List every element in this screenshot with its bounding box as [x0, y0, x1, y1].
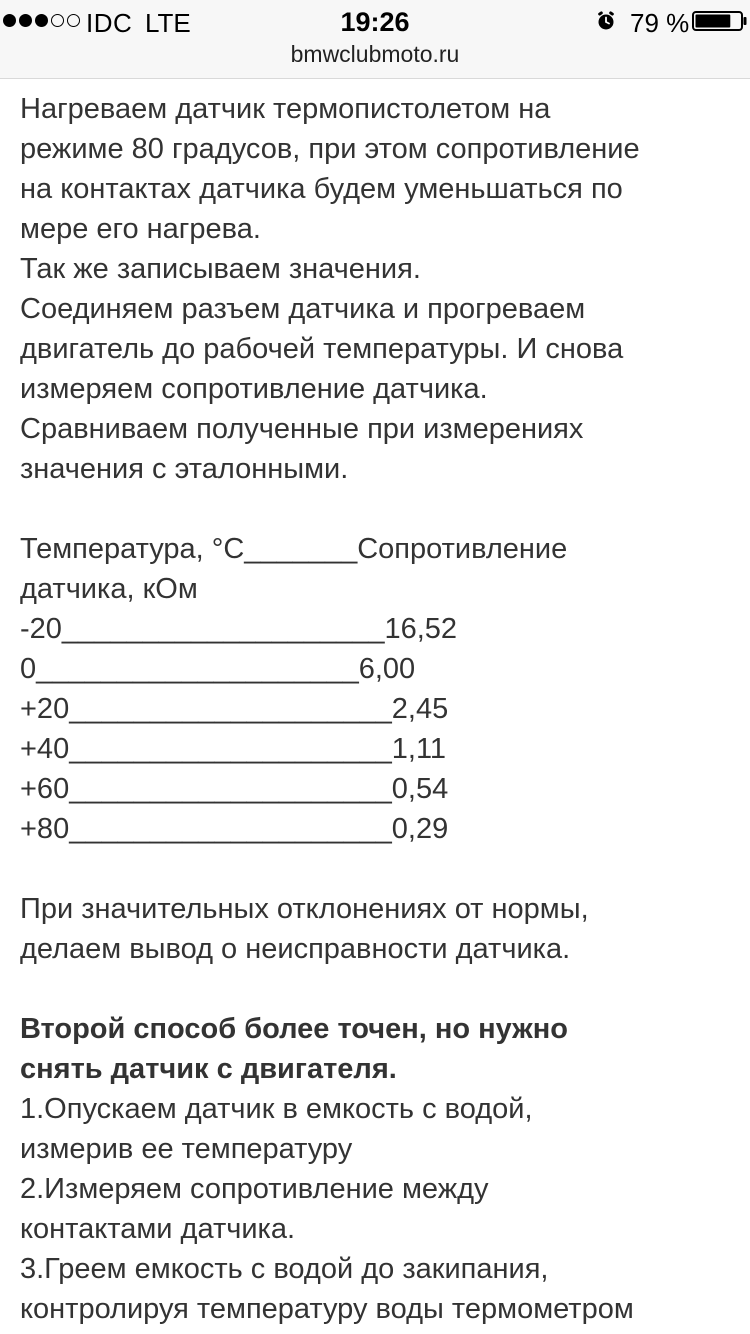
article-body: [20, 49, 740, 1329]
table-row: +80____________________0,29: [20, 813, 449, 845]
carrier-name: IDC: [86, 8, 133, 38]
table-row: +40____________________1,11: [20, 733, 447, 765]
battery-percentage: 79 %: [630, 8, 690, 38]
table-header-line: датчика, кОм: [20, 573, 198, 605]
paragraph-line: измеряем сопротивление датчика.: [20, 373, 488, 405]
alarm-icon: [596, 11, 616, 31]
step-line: 2.Измеряем сопротивление между: [20, 1173, 489, 1205]
paragraph-line: на контактах датчика будем уменьшаться по: [20, 173, 623, 205]
section-heading: Второй способ более точен, но нужно: [20, 1013, 568, 1045]
spacer: [20, 489, 740, 529]
network-type: LTE: [145, 8, 191, 38]
paragraph-line: мере его нагрева.: [20, 213, 261, 245]
battery-icon: [692, 11, 748, 31]
paragraph-line: Сравниваем полученные при измерениях: [20, 413, 584, 445]
page-content: [20, 0, 740, 1334]
table-row: -20____________________16,52: [20, 613, 458, 645]
status-time: 19:26: [340, 7, 410, 37]
step-line: измерив ее температуру: [20, 1133, 353, 1165]
table-row: +60____________________0,54: [20, 773, 449, 805]
step-line: 3.Греем емкость с водой до закипания,: [20, 1253, 549, 1285]
status-bar: [0, 0, 750, 42]
paragraph-line: двигатель до рабочей температуры. И снова: [20, 333, 624, 365]
conclusion-line: делаем вывод о неисправности датчика.: [20, 933, 571, 965]
paragraph-line: Нагреваем датчик термопистолетом на: [20, 93, 551, 125]
table-row: +20____________________2,45: [20, 693, 449, 725]
address-bar[interactable]: [0, 42, 750, 79]
step-line: контролируя температуру воды термометром: [20, 1293, 634, 1325]
step-line: контактами датчика.: [20, 1213, 296, 1245]
spacer: [20, 969, 740, 1009]
paragraph-line: Соединяем разъем датчика и прогреваем: [20, 293, 586, 325]
conclusion-line: При значительных отклонениях от нормы,: [20, 893, 589, 925]
table-header-line: Температура, °С_______Сопротивление: [20, 533, 568, 565]
table-row: 0____________________6,00: [20, 653, 416, 685]
url-text[interactable]: bmwclubmoto.ru: [290, 41, 460, 67]
paragraph-line: значения с эталонными.: [20, 453, 349, 485]
paragraph-line: Так же записываем значения.: [20, 253, 421, 285]
paragraph-line: режиме 80 градусов, при этом сопротивление: [20, 133, 640, 165]
section-heading: снять датчик с двигателя.: [20, 1053, 397, 1085]
step-line: 1.Опускаем датчик в емкость с водой,: [20, 1093, 533, 1125]
spacer: [20, 849, 740, 889]
